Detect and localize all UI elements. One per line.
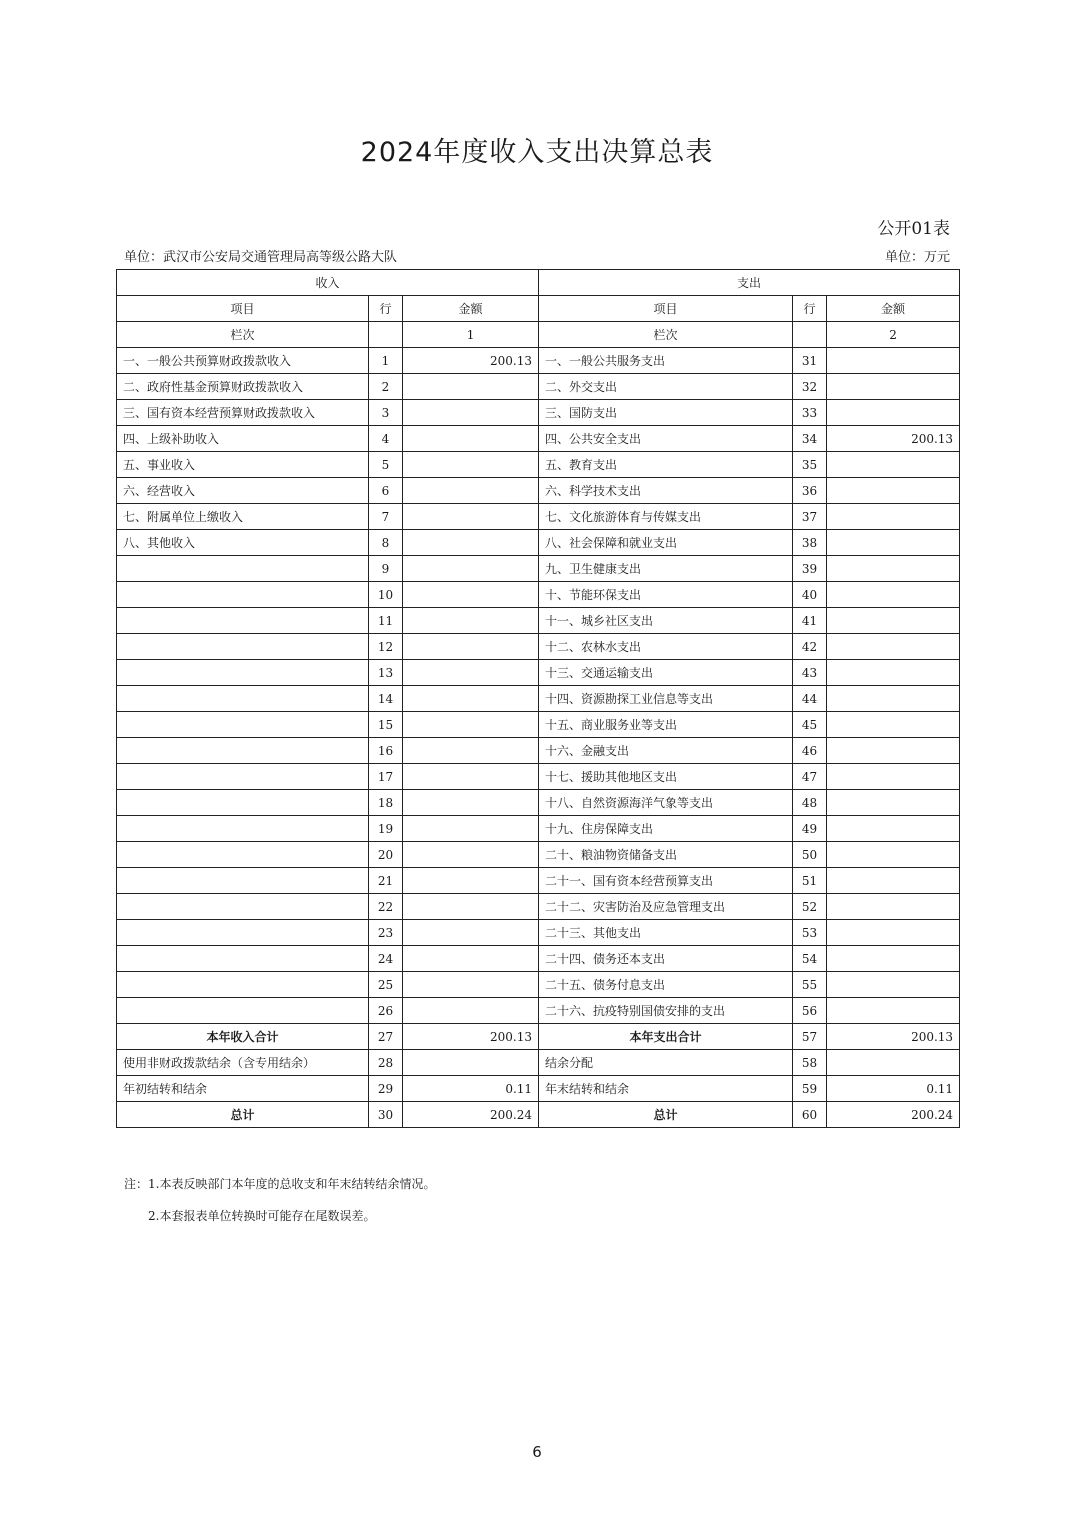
income-col-amount: 金额 (403, 296, 539, 322)
expense-row-number: 48 (793, 790, 827, 816)
table-row (117, 764, 960, 790)
income-item-cell: 年初结转和结余 (117, 1076, 369, 1102)
expense-amount-cell: 0.11 (827, 1076, 960, 1102)
income-item-cell: 六、经营收入 (117, 478, 369, 504)
table-row (117, 478, 960, 504)
income-row-number: 28 (369, 1050, 403, 1076)
income-col-row: 行 (369, 296, 403, 322)
income-amount-cell (403, 790, 539, 816)
expense-amount-cell (827, 348, 960, 374)
income-row-number: 3 (369, 400, 403, 426)
expense-amount-cell (827, 972, 960, 998)
income-row-number: 1 (369, 348, 403, 374)
expense-row-number: 42 (793, 634, 827, 660)
expense-item-cell: 四、公共安全支出 (539, 426, 793, 452)
income-amount-cell (403, 504, 539, 530)
expense-index-value: 2 (827, 322, 960, 348)
expense-amount-cell (827, 608, 960, 634)
expense-row-number: 54 (793, 946, 827, 972)
income-item-cell (117, 582, 369, 608)
income-item-cell (117, 894, 369, 920)
table-row (117, 738, 960, 764)
income-row-number: 4 (369, 426, 403, 452)
expense-amount-cell (827, 686, 960, 712)
expense-row-number: 49 (793, 816, 827, 842)
note-1: 注：1.本表反映部门本年度的总收支和年末结转结余情况。 (124, 1177, 436, 1191)
expense-amount-cell (827, 816, 960, 842)
table-row (117, 582, 960, 608)
expense-item-cell: 七、文化旅游体育与传媒支出 (539, 504, 793, 530)
income-amount-cell (403, 556, 539, 582)
expense-item-cell: 二十四、债务还本支出 (539, 946, 793, 972)
expense-row-number: 51 (793, 868, 827, 894)
income-amount-cell: 200.24 (403, 1102, 539, 1128)
income-item-cell: 五、事业收入 (117, 452, 369, 478)
expense-amount-cell (827, 738, 960, 764)
income-amount-cell (403, 816, 539, 842)
income-item-cell (117, 790, 369, 816)
income-row-number: 9 (369, 556, 403, 582)
expense-col-amount: 金额 (827, 296, 960, 322)
expense-item-cell: 二十三、其他支出 (539, 920, 793, 946)
table-row (117, 374, 960, 400)
expense-row-number: 58 (793, 1050, 827, 1076)
income-row-number: 8 (369, 530, 403, 556)
income-item-cell (117, 634, 369, 660)
expense-amount-cell: 200.13 (827, 1024, 960, 1050)
expense-row-number: 47 (793, 764, 827, 790)
summary-row (117, 1102, 960, 1128)
income-amount-cell (403, 530, 539, 556)
income-row-number: 23 (369, 920, 403, 946)
expense-item-cell: 年末结转和结余 (539, 1076, 793, 1102)
expense-amount-cell (827, 582, 960, 608)
income-amount-cell (403, 842, 539, 868)
expense-amount-cell: 200.13 (827, 426, 960, 452)
table-row (117, 842, 960, 868)
expense-item-cell: 二十二、灾害防治及应急管理支出 (539, 894, 793, 920)
expense-row-number: 43 (793, 660, 827, 686)
income-item-cell (117, 556, 369, 582)
table-row (117, 504, 960, 530)
expense-row-number: 31 (793, 348, 827, 374)
expense-row-number: 59 (793, 1076, 827, 1102)
expense-item-cell: 十、节能环保支出 (539, 582, 793, 608)
income-item-cell (117, 712, 369, 738)
expense-amount-cell (827, 556, 960, 582)
income-amount-cell (403, 764, 539, 790)
income-amount-cell (403, 920, 539, 946)
income-amount-cell (403, 634, 539, 660)
table-row (117, 348, 960, 374)
currency-unit: 单位：万元 (884, 250, 950, 265)
expense-row-number: 50 (793, 842, 827, 868)
income-row-number: 27 (369, 1024, 403, 1050)
income-amount-cell (403, 894, 539, 920)
table-header-columns (117, 296, 960, 322)
income-row-number: 17 (369, 764, 403, 790)
expense-item-cell: 二十一、国有资本经营预算支出 (539, 868, 793, 894)
expense-item-cell: 六、科学技术支出 (539, 478, 793, 504)
income-amount-cell (403, 478, 539, 504)
income-item-cell (117, 686, 369, 712)
income-item-cell: 三、国有资本经营预算财政拨款收入 (117, 400, 369, 426)
expense-amount-cell (827, 478, 960, 504)
income-row-number: 24 (369, 946, 403, 972)
note-2: 2.本套报表单位转换时可能存在尾数误差。 (148, 1209, 376, 1223)
income-row-number: 18 (369, 790, 403, 816)
expense-row-number: 33 (793, 400, 827, 426)
expense-row-number: 38 (793, 530, 827, 556)
income-row-number: 25 (369, 972, 403, 998)
income-row-number: 15 (369, 712, 403, 738)
page-title: 2024年度收入支出决算总表 (360, 137, 714, 168)
income-index-row (369, 322, 403, 348)
income-amount-cell: 200.13 (403, 348, 539, 374)
expense-amount-cell (827, 842, 960, 868)
expense-amount-cell (827, 634, 960, 660)
expense-row-number: 40 (793, 582, 827, 608)
expense-item-cell: 二、外交支出 (539, 374, 793, 400)
table-row (117, 452, 960, 478)
income-amount-cell (403, 374, 539, 400)
expense-amount-cell (827, 894, 960, 920)
table-row (117, 816, 960, 842)
income-row-number: 22 (369, 894, 403, 920)
expense-item-cell: 九、卫生健康支出 (539, 556, 793, 582)
expense-index-row (793, 322, 827, 348)
table-row (117, 894, 960, 920)
income-item-cell (117, 738, 369, 764)
expense-item-cell: 八、社会保障和就业支出 (539, 530, 793, 556)
income-amount-cell (403, 452, 539, 478)
expense-row-number: 45 (793, 712, 827, 738)
expense-row-number: 44 (793, 686, 827, 712)
expense-row-number: 46 (793, 738, 827, 764)
expense-item-cell: 结余分配 (539, 1050, 793, 1076)
expense-row-number: 56 (793, 998, 827, 1024)
table-header-section (117, 270, 960, 296)
expense-col-row: 行 (793, 296, 827, 322)
table-row (117, 556, 960, 582)
income-amount-cell (403, 1050, 539, 1076)
income-row-number: 14 (369, 686, 403, 712)
expense-amount-cell (827, 530, 960, 556)
income-row-number: 16 (369, 738, 403, 764)
income-amount-cell (403, 738, 539, 764)
income-item-cell: 一、一般公共预算财政拨款收入 (117, 348, 369, 374)
expense-item-cell: 二十六、抗疫特别国债安排的支出 (539, 998, 793, 1024)
income-item-cell (117, 946, 369, 972)
income-item-cell: 总计 (117, 1102, 369, 1128)
income-row-number: 10 (369, 582, 403, 608)
income-item-cell (117, 764, 369, 790)
table-row (117, 946, 960, 972)
income-item-cell: 八、其他收入 (117, 530, 369, 556)
expense-item-cell: 三、国防支出 (539, 400, 793, 426)
expense-item-cell: 十六、金融支出 (539, 738, 793, 764)
income-item-cell: 七、附属单位上缴收入 (117, 504, 369, 530)
expense-item-cell: 五、教育支出 (539, 452, 793, 478)
income-row-number: 12 (369, 634, 403, 660)
income-row-number: 19 (369, 816, 403, 842)
table-row (117, 686, 960, 712)
form-number: 公开01表 (877, 219, 950, 239)
expense-item-cell: 二十五、债务付息支出 (539, 972, 793, 998)
table-row (117, 530, 960, 556)
table-row (117, 972, 960, 998)
expense-amount-cell (827, 660, 960, 686)
income-row-number: 20 (369, 842, 403, 868)
expense-amount-cell (827, 452, 960, 478)
expense-item-cell: 十八、自然资源海洋气象等支出 (539, 790, 793, 816)
income-row-number: 7 (369, 504, 403, 530)
income-amount-cell (403, 712, 539, 738)
income-row-number: 21 (369, 868, 403, 894)
expense-amount-cell (827, 790, 960, 816)
income-amount-cell: 200.13 (403, 1024, 539, 1050)
expense-header: 支出 (539, 270, 960, 296)
expense-amount-cell (827, 400, 960, 426)
expense-row-number: 60 (793, 1102, 827, 1128)
expense-row-number: 39 (793, 556, 827, 582)
expense-col-item: 项目 (539, 296, 793, 322)
expense-item-cell: 十四、资源勘探工业信息等支出 (539, 686, 793, 712)
expense-item-cell: 二十、粮油物资储备支出 (539, 842, 793, 868)
table-row (117, 660, 960, 686)
income-amount-cell (403, 660, 539, 686)
expense-row-number: 34 (793, 426, 827, 452)
table-row (117, 868, 960, 894)
expense-item-cell: 十五、商业服务业等支出 (539, 712, 793, 738)
expense-item-cell: 十七、援助其他地区支出 (539, 764, 793, 790)
expense-amount-cell (827, 946, 960, 972)
expense-amount-cell (827, 504, 960, 530)
income-amount-cell (403, 426, 539, 452)
income-expense-table (116, 269, 960, 1128)
income-row-number: 11 (369, 608, 403, 634)
expense-row-number: 53 (793, 920, 827, 946)
income-item-cell: 二、政府性基金预算财政拨款收入 (117, 374, 369, 400)
expense-item-cell: 十九、住房保障支出 (539, 816, 793, 842)
income-item-cell (117, 842, 369, 868)
income-item-cell: 使用非财政拨款结余（含专用结余） (117, 1050, 369, 1076)
expense-row-number: 55 (793, 972, 827, 998)
income-row-number: 5 (369, 452, 403, 478)
income-amount-cell (403, 400, 539, 426)
table-row (117, 426, 960, 452)
income-amount-cell (403, 608, 539, 634)
income-item-cell (117, 868, 369, 894)
summary-row (117, 1076, 960, 1102)
income-item-cell (117, 998, 369, 1024)
expense-row-number: 37 (793, 504, 827, 530)
table-row (117, 790, 960, 816)
income-row-number: 13 (369, 660, 403, 686)
table-row (117, 634, 960, 660)
expense-amount-cell (827, 1050, 960, 1076)
income-amount-cell (403, 998, 539, 1024)
page-number: 6 (532, 1443, 542, 1461)
expense-row-number: 52 (793, 894, 827, 920)
expense-item-cell: 十一、城乡社区支出 (539, 608, 793, 634)
expense-index-label: 栏次 (539, 322, 793, 348)
expense-row-number: 32 (793, 374, 827, 400)
expense-amount-cell (827, 998, 960, 1024)
income-item-cell: 四、上级补助收入 (117, 426, 369, 452)
income-item-cell (117, 972, 369, 998)
expense-amount-cell: 200.24 (827, 1102, 960, 1128)
expense-amount-cell (827, 920, 960, 946)
income-amount-cell (403, 582, 539, 608)
income-item-cell: 本年收入合计 (117, 1024, 369, 1050)
income-row-number: 2 (369, 374, 403, 400)
expense-item-cell: 本年支出合计 (539, 1024, 793, 1050)
reporting-unit: 单位：武汉市公安局交通管理局高等级公路大队 (124, 250, 398, 265)
table-header-index (117, 322, 960, 348)
income-amount-cell (403, 686, 539, 712)
table-row (117, 400, 960, 426)
expense-row-number: 41 (793, 608, 827, 634)
income-row-number: 29 (369, 1076, 403, 1102)
summary-row (117, 1024, 960, 1050)
income-row-number: 26 (369, 998, 403, 1024)
income-item-cell (117, 920, 369, 946)
income-item-cell (117, 608, 369, 634)
income-amount-cell (403, 868, 539, 894)
income-amount-cell (403, 972, 539, 998)
income-item-cell (117, 660, 369, 686)
income-amount-cell (403, 946, 539, 972)
expense-amount-cell (827, 374, 960, 400)
income-row-number: 6 (369, 478, 403, 504)
expense-item-cell: 一、一般公共服务支出 (539, 348, 793, 374)
income-header: 收入 (117, 270, 539, 296)
expense-row-number: 57 (793, 1024, 827, 1050)
table-row (117, 712, 960, 738)
notes (124, 1168, 435, 1232)
expense-row-number: 35 (793, 452, 827, 478)
expense-row-number: 36 (793, 478, 827, 504)
expense-item-cell: 十二、农林水支出 (539, 634, 793, 660)
income-item-cell (117, 816, 369, 842)
income-index-label: 栏次 (117, 322, 369, 348)
expense-item-cell: 十三、交通运输支出 (539, 660, 793, 686)
table-row (117, 920, 960, 946)
expense-amount-cell (827, 712, 960, 738)
income-index-value: 1 (403, 322, 539, 348)
income-col-item: 项目 (117, 296, 369, 322)
expense-amount-cell (827, 764, 960, 790)
expense-item-cell: 总计 (539, 1102, 793, 1128)
income-row-number: 30 (369, 1102, 403, 1128)
table-row (117, 608, 960, 634)
income-amount-cell: 0.11 (403, 1076, 539, 1102)
summary-row (117, 1050, 960, 1076)
expense-amount-cell (827, 868, 960, 894)
table-row (117, 998, 960, 1024)
